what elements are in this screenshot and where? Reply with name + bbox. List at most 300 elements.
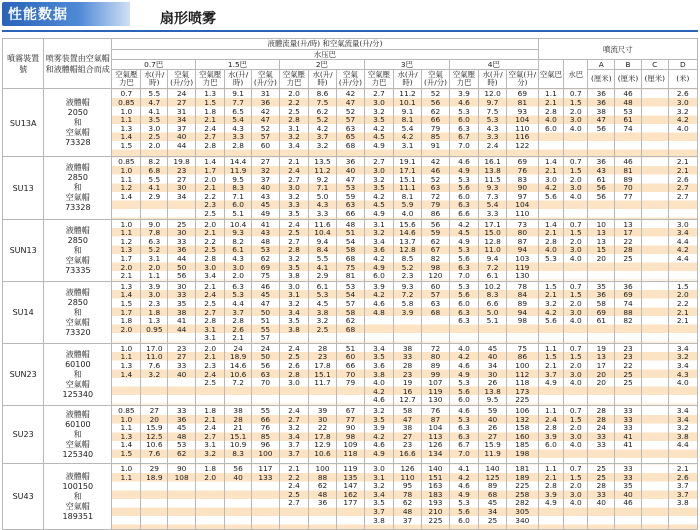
flow-value: 103 [515, 253, 530, 263]
combo-line: 空氣帽 [65, 317, 90, 327]
flow-value: 1.4 [120, 369, 133, 379]
spray-value [643, 499, 667, 508]
flow-value: 82 [430, 253, 441, 263]
flow-value: 2.7 [204, 307, 217, 317]
flow-cell-c15-1 [225, 464, 252, 530]
flow-value: 3.2 [148, 369, 161, 379]
spray-value: 3.2 [676, 423, 689, 433]
flow-value: 30 [176, 281, 187, 291]
flow-value: 12.8 [484, 236, 501, 246]
flow-value: 5.4 [232, 115, 244, 125]
spray-cell-4 [641, 219, 668, 281]
header-rule [2, 30, 698, 32]
spray-value [643, 407, 667, 416]
combo-line: 空氣帽 [65, 502, 90, 512]
flow-value: 5.6 [458, 290, 470, 300]
spray-value: 5.6 [545, 316, 557, 326]
flow-cell-c4-2 [507, 343, 539, 405]
flow-value: 3.0 [148, 123, 161, 133]
flow-value: 4.2 [458, 352, 470, 362]
combo-line: 73335 [65, 265, 91, 275]
flow-value: 1.0 [120, 106, 133, 116]
flow-cell-c3-0 [364, 406, 393, 464]
flow-value: 62 [430, 236, 441, 246]
spray-value: 3.4 [676, 361, 689, 371]
spray-value: 2.1 [545, 472, 557, 482]
flow-value: 73 [517, 219, 528, 229]
flow-value: 36 [345, 157, 356, 167]
spray-cell-5 [668, 89, 697, 157]
spray-value: 33 [596, 431, 607, 441]
spray-value: 4.3 [676, 369, 689, 379]
flow-value: 8.3 [486, 290, 499, 300]
flow-value: 9.2 [316, 174, 329, 184]
flow-value: 3.2 [373, 228, 385, 238]
flow-cell-c4-1 [479, 219, 507, 281]
flow-value: 5.0 [486, 307, 499, 317]
flow-value: 1.0 [120, 166, 133, 175]
flow-value: 116 [515, 132, 530, 142]
flow-value: 3.1 [204, 333, 217, 343]
flow-value: 98 [430, 262, 441, 272]
flow-value: 181 [515, 464, 530, 474]
flow-value: 6.6 [486, 298, 499, 308]
flow-value: 1.1 [120, 115, 133, 125]
flow-value: 11.5 [484, 174, 501, 184]
flow-value: 18.9 [229, 352, 247, 362]
flow-value: 1.3 [204, 89, 217, 99]
spray-value: 1.5 [569, 228, 582, 238]
flow-value: 135 [343, 472, 358, 482]
flow-value: 60 [260, 140, 271, 150]
flow-value: 2.0 [148, 262, 161, 272]
flow-value: 3.4 [288, 307, 300, 317]
spray-value: 43 [596, 166, 607, 175]
spray-value: 3.7 [545, 369, 557, 379]
col-spray-c: C [641, 60, 668, 70]
flow-value: 5.0 [316, 191, 329, 201]
col-pressure-3: 3巴 [364, 60, 449, 70]
col-spray-a: A [588, 60, 615, 70]
flow-value: 9.7 [486, 98, 499, 107]
flow-value: 2.5 [288, 228, 300, 238]
flow-value: 1.3 [120, 123, 133, 133]
flow-value: 27 [176, 352, 187, 362]
flow-value: 32 [260, 166, 271, 175]
flow-value: 3.0 [373, 464, 385, 474]
flow-value: 109 [343, 440, 358, 450]
spray-cell-4 [641, 406, 668, 464]
spray-cell-0 [538, 281, 564, 343]
flow-value: 4.3 [316, 200, 329, 210]
spray-cell-2 [588, 157, 615, 219]
flow-value: 40 [345, 166, 356, 175]
flow-value: 78 [517, 281, 528, 291]
spray-value: 13 [596, 236, 607, 246]
flow-value: 52 [345, 106, 356, 116]
flow-value: 48 [317, 489, 328, 499]
flow-value: 23 [176, 166, 187, 175]
flow-value: 9.1 [232, 89, 244, 99]
flow-value: 27 [487, 431, 498, 441]
flow-value: 6.3 [458, 307, 470, 317]
flow-value: 27 [260, 157, 271, 167]
flow-value: 6.1 [486, 271, 499, 281]
combo-line: 液體帽 [65, 225, 90, 235]
flow-value: 67 [345, 406, 356, 416]
flow-value: 4.6 [458, 406, 470, 416]
flow-cell-c3-0 [364, 343, 393, 405]
flow-value: 6.0 [458, 115, 470, 125]
spray-value: 3.0 [569, 183, 582, 193]
flow-value: 62 [176, 449, 187, 458]
flow-value: 3.2 [316, 316, 329, 326]
flow-value: 100 [515, 361, 530, 371]
flow-value: 6.1 [232, 245, 244, 255]
spray-value: 4.0 [569, 316, 582, 326]
spray-value [643, 482, 667, 491]
flow-value: 340 [515, 515, 530, 525]
flow-value: 4.3 [486, 123, 499, 133]
flow-value: 10.4 [229, 219, 247, 229]
spray-value [643, 371, 667, 380]
spray-value: 33 [596, 489, 607, 499]
flow-value: 1.1 [120, 228, 133, 238]
flow-value: 1.7 [120, 307, 133, 317]
spray-value [643, 255, 667, 264]
flow-value: 63 [345, 200, 356, 210]
flow-value: 3.0 [288, 183, 300, 193]
flow-value: 37 [260, 174, 271, 184]
flow-value: 54 [345, 290, 356, 300]
flow-value: 7.0 [458, 449, 470, 458]
flow-value: 130 [428, 395, 443, 405]
flow-cell-c2-2 [336, 464, 364, 530]
flow-value: 2.1 [120, 271, 133, 281]
model-cell: SU14 [3, 281, 44, 343]
flow-value: 3.2 [373, 106, 385, 116]
spray-value: 0.7 [569, 281, 582, 291]
flow-cell-c4-1 [479, 89, 507, 157]
spray-value: 3.0 [569, 245, 582, 255]
spray-value: 35 [596, 281, 607, 291]
flow-value: 1.1 [148, 271, 161, 281]
flow-value: 3.4 [288, 140, 300, 150]
flow-value: 2.4 [204, 290, 217, 300]
flow-value: 7.5 [486, 106, 499, 116]
flow-cell-c4-0 [449, 343, 478, 405]
spray-value: 74 [623, 298, 633, 308]
spray-value: 33 [623, 406, 633, 416]
col-sub-air-3: 空氣(升/分) [422, 70, 450, 89]
flow-cell-c07-2 [168, 89, 196, 157]
flow-value: 1.3 [120, 245, 133, 255]
flow-value: 56 [430, 98, 441, 107]
spray-cell-2 [588, 343, 615, 405]
spray-value: 2.1 [676, 166, 689, 175]
flow-value: 1.5 [120, 140, 133, 150]
flow-value: 11.7 [314, 378, 331, 388]
flow-value: 3.8 [316, 307, 329, 317]
spray-value [643, 108, 667, 117]
flow-value: 76 [430, 406, 441, 416]
flow-value: 5.4 [401, 123, 414, 133]
flow-cell-c07-0 [112, 89, 141, 157]
flow-value: 47 [260, 115, 271, 125]
spray-value: 3.7 [676, 489, 689, 499]
spray-value: 1.5 [545, 281, 557, 291]
flow-cell-c07-1 [141, 281, 168, 343]
flow-value: 1.2 [120, 236, 133, 246]
flow-value: 6.3 [232, 281, 244, 291]
flow-value: 56 [260, 361, 271, 371]
flow-value: 4.5 [458, 228, 470, 238]
spray-cell-1 [564, 281, 588, 343]
flow-value: 79 [430, 200, 441, 210]
col-sub-air-2: 空氣(升/分) [336, 70, 364, 89]
spray-value: 53 [623, 106, 633, 116]
flow-value: 4.9 [373, 262, 385, 272]
spray-value: 1.1 [545, 89, 557, 99]
spray-value: 69 [596, 307, 607, 317]
flow-cell-c4-2 [507, 406, 539, 464]
spray-value: 3.0 [569, 489, 582, 499]
flow-value: 59 [345, 191, 356, 201]
flow-value: 9.5 [232, 174, 244, 184]
spray-value [643, 283, 667, 292]
flow-value: 3.7 [288, 449, 300, 458]
spray-value: 36 [623, 281, 633, 291]
spray-cell-1 [564, 406, 588, 464]
spray-value: 17 [596, 361, 607, 371]
flow-value: 9.3 [486, 183, 499, 193]
flow-value: 3.2 [288, 423, 300, 433]
spray-value: 23 [623, 352, 633, 362]
flow-cell-c3-2 [422, 219, 450, 281]
spray-value [643, 246, 667, 255]
flow-value: 3.2 [288, 191, 300, 201]
flow-value: 63 [260, 369, 271, 379]
flow-value: 3.5 [373, 115, 385, 125]
flow-value: 2.8 [288, 369, 300, 379]
spray-value: 4.0 [569, 440, 582, 450]
flow-value: 60 [345, 352, 356, 362]
flow-value: 12.0 [484, 89, 501, 99]
spray-value: 1.5 [569, 98, 582, 107]
spray-value: 2.1 [676, 307, 689, 317]
flow-cell-c3-2 [422, 89, 450, 157]
flow-value: 91 [430, 140, 441, 150]
flow-value: 2.1 [232, 333, 244, 343]
spray-value: 2.4 [545, 414, 557, 424]
flow-value: 7.1 [232, 191, 244, 201]
flow-value: 1.2 [120, 183, 133, 193]
spray-value: 1.1 [545, 406, 557, 416]
flow-value: 6.5 [232, 106, 244, 116]
flow-value: 3.0 [288, 378, 300, 388]
spray-cell-3 [615, 281, 642, 343]
flow-cell-c4-1 [479, 343, 507, 405]
flow-value: 57 [345, 115, 356, 125]
spray-value: 2.1 [545, 166, 557, 175]
flow-value: 2.6 [232, 324, 244, 334]
col-sub-air-pressure-4: 空氣壓力巴 [449, 70, 478, 89]
flow-cell-c3-2 [422, 343, 450, 405]
flow-value: 6.2 [316, 106, 329, 116]
flow-value: 33 [176, 290, 187, 300]
flow-value: 4.6 [373, 298, 385, 308]
flow-cell-c2-1 [309, 343, 337, 405]
flow-value: 19.8 [173, 157, 190, 167]
flow-value: 15.1 [399, 174, 416, 184]
flow-value: 2.5 [148, 132, 161, 142]
flow-value: 4.2 [373, 191, 385, 201]
spray-value: 36 [596, 157, 607, 167]
flow-value: 3.5 [373, 498, 385, 508]
flow-value: 3.8 [373, 515, 385, 525]
spray-value: 40 [596, 498, 607, 508]
flow-cell-c2-1 [309, 406, 337, 464]
spray-value: 56 [596, 191, 607, 201]
flow-value: 2.7 [288, 174, 300, 184]
flow-cell-c4-1 [479, 281, 507, 343]
spray-value: 2.1 [545, 361, 557, 371]
flow-value: 51 [260, 316, 271, 326]
flow-value: 10.2 [484, 281, 501, 291]
col-unit-d: (米) [668, 70, 697, 89]
flow-value: 5.3 [316, 290, 329, 300]
flow-value: 2.0 [288, 89, 300, 99]
flow-cell-c3-0 [364, 89, 393, 157]
flow-value: 1.1 [120, 352, 133, 362]
spray-value: 3.8 [676, 431, 689, 441]
flow-value: 5.3 [458, 281, 470, 291]
flow-value: 89 [430, 361, 441, 371]
flow-value: 132 [515, 414, 530, 424]
flow-value: 140 [428, 464, 443, 474]
flow-value: 6.0 [458, 298, 470, 308]
flow-value: 2.8 [288, 115, 300, 125]
flow-value: 3.9 [373, 423, 385, 433]
flow-cell-c3-2 [422, 406, 450, 464]
combo-line: 液體帽 [65, 287, 90, 297]
flow-value: 37 [402, 515, 413, 525]
spray-cell-5 [668, 281, 697, 343]
model-cell: SU43 [3, 464, 44, 530]
flow-value: 98 [517, 316, 528, 326]
flow-cell-c15-0 [196, 89, 225, 157]
flow-value: 3.9 [373, 281, 385, 291]
flow-value: 104 [515, 200, 530, 210]
spray-value: 46 [623, 157, 633, 167]
spray-cell-4 [641, 464, 668, 530]
flow-value: 78 [402, 489, 413, 499]
spray-cell-2 [588, 219, 615, 281]
flow-value: 24 [176, 89, 187, 99]
combo-cell [44, 219, 112, 281]
spray-value: 2.2 [676, 298, 689, 308]
flow-value: 34 [487, 361, 498, 371]
flow-value: 2.1 [288, 464, 300, 474]
flow-value: 30 [176, 228, 187, 238]
spray-value: 4.0 [545, 115, 557, 125]
flow-value: 118 [515, 378, 530, 388]
spray-value: 3.0 [569, 431, 582, 441]
spray-value: 0.7 [569, 157, 582, 167]
flow-value: 4.9 [373, 449, 385, 458]
flow-cell-c15-2 [251, 343, 279, 405]
combo-line: 和 [73, 492, 82, 502]
flow-cell-c4-2 [507, 157, 539, 219]
flow-value: 55 [260, 324, 271, 334]
spray-value: 4.0 [569, 191, 582, 201]
flow-value: 0.85 [118, 406, 135, 416]
combo-cell [44, 464, 112, 530]
spray-cell-0 [538, 406, 564, 464]
flow-value: 4.1 [148, 183, 161, 193]
flow-value: 36 [317, 498, 328, 508]
flow-value: 100 [258, 449, 273, 458]
flow-cell-c3-2 [422, 464, 450, 530]
flow-value: 160 [515, 431, 530, 441]
flow-value: 75 [260, 271, 271, 281]
spray-value: 13 [596, 228, 607, 238]
spray-value: 3.0 [545, 174, 557, 184]
flow-value: 2.7 [373, 89, 385, 99]
flow-value: 4.6 [458, 157, 470, 167]
flow-value: 15.9 [484, 440, 501, 450]
flow-value: 23 [402, 369, 413, 379]
spray-value: 4.0 [676, 123, 689, 133]
flow-value: 2.8 [204, 140, 217, 150]
flow-value: 173 [515, 386, 530, 396]
flow-value: 18.9 [146, 472, 163, 482]
combo-line: 100150 [62, 482, 94, 492]
combo-line: 2850 [67, 235, 88, 245]
flow-value: 130 [515, 271, 530, 281]
col-sub-air-pressure-3: 空氣壓力巴 [364, 70, 393, 89]
flow-value: 4.4 [232, 298, 244, 308]
combo-line: 和 [73, 245, 82, 255]
flow-value: 3.2 [373, 174, 385, 184]
flow-value: 122 [515, 140, 530, 150]
flow-value: 45 [260, 200, 271, 210]
flow-value: 8.2 [148, 157, 161, 167]
flow-value: 2.5 [204, 298, 217, 308]
flow-value: 56 [176, 271, 187, 281]
flow-value: 4.3 [232, 123, 244, 133]
flow-value: 12.5 [146, 431, 163, 441]
flow-value: 2.8 [204, 253, 217, 263]
flow-value: 44 [176, 140, 187, 150]
flow-value: 62 [260, 253, 271, 263]
flow-value: 4.1 [148, 106, 161, 116]
flow-value: 5.3 [458, 245, 470, 255]
flow-value: 2.1 [204, 183, 217, 193]
flow-value: 33 [176, 236, 187, 246]
combo-line: 73320 [65, 327, 91, 337]
flow-value: 2.8 [288, 245, 300, 255]
flow-value: 40 [260, 183, 271, 193]
flow-value: 2.4 [288, 343, 300, 353]
col-spray-d: D [668, 60, 697, 70]
flow-value: 282 [515, 498, 530, 508]
spray-value: 20 [596, 253, 607, 263]
flow-value: 49 [260, 208, 271, 218]
flow-value: 63 [430, 298, 441, 308]
flow-value: 1.1 [120, 174, 133, 184]
flow-value: 2.0 [120, 324, 133, 334]
